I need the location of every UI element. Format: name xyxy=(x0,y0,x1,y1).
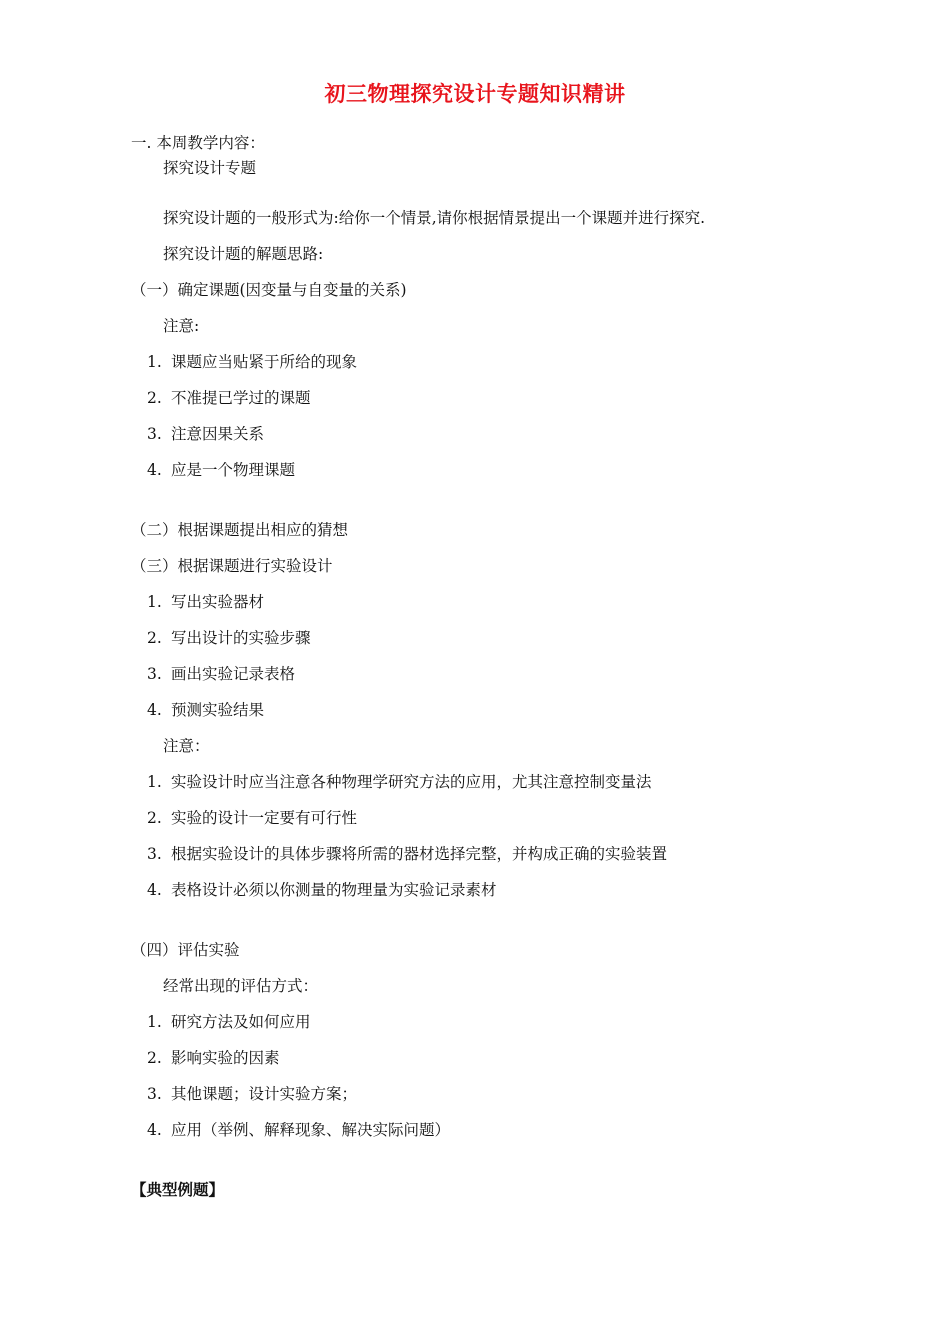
list-item: 3. 画出实验记录表格 xyxy=(147,665,296,683)
list-item: 3. 根据实验设计的具体步骤将所需的器材选择完整，并构成正确的实验装置 xyxy=(147,845,668,863)
general-form-text: 探究设计题的一般形式为:给你一个情景,请你根据情景提出一个课题并进行探究. xyxy=(163,209,706,227)
document-title: 初三物理探究设计专题知识精讲 xyxy=(324,81,626,106)
part1-note-label: 注意: xyxy=(163,317,200,335)
part3-heading: （三）根据课题进行实验设计 xyxy=(131,557,333,575)
list-item: 3. 注意因果关系 xyxy=(147,425,265,443)
list-item: 1. 研究方法及如何应用 xyxy=(147,1013,311,1031)
part2-heading: （二）根据课题提出相应的猜想 xyxy=(131,521,349,539)
list-item: 3. 其他课题；设计实验方案； xyxy=(147,1085,358,1103)
list-item: 2. 实验的设计一定要有可行性 xyxy=(147,809,358,827)
list-item: 1. 课题应当贴紧于所给的现象 xyxy=(147,353,358,371)
list-item: 1. 写出实验器材 xyxy=(147,593,265,611)
list-item: 4. 应用（举例、解释现象、解决实际问题） xyxy=(147,1121,451,1139)
section-heading: 一. 本周教学内容： xyxy=(131,134,265,152)
list-item: 4. 应是一个物理课题 xyxy=(147,461,296,479)
part1-heading: （一）确定课题(因变量与自变量的关系) xyxy=(131,281,407,299)
section-topic: 探究设计专题 xyxy=(163,159,257,177)
list-item: 1. 实验设计时应当注意各种物理学研究方法的应用，尤其注意控制变量法 xyxy=(147,773,652,791)
list-item: 2. 写出设计的实验步骤 xyxy=(147,629,311,647)
examples-heading: 【典型例题】 xyxy=(131,1180,225,1199)
part4-intro: 经常出现的评估方式： xyxy=(163,977,319,995)
approach-text: 探究设计题的解题思路: xyxy=(163,245,324,263)
list-item: 2. 影响实验的因素 xyxy=(147,1049,280,1067)
part3-note-label: 注意： xyxy=(163,737,210,755)
part4-heading: （四）评估实验 xyxy=(131,941,240,959)
list-item: 2. 不准提已学过的课题 xyxy=(147,389,311,407)
list-item: 4. 表格设计必须以你测量的物理量为实验记录素材 xyxy=(147,881,497,899)
list-item: 4. 预测实验结果 xyxy=(147,701,265,719)
